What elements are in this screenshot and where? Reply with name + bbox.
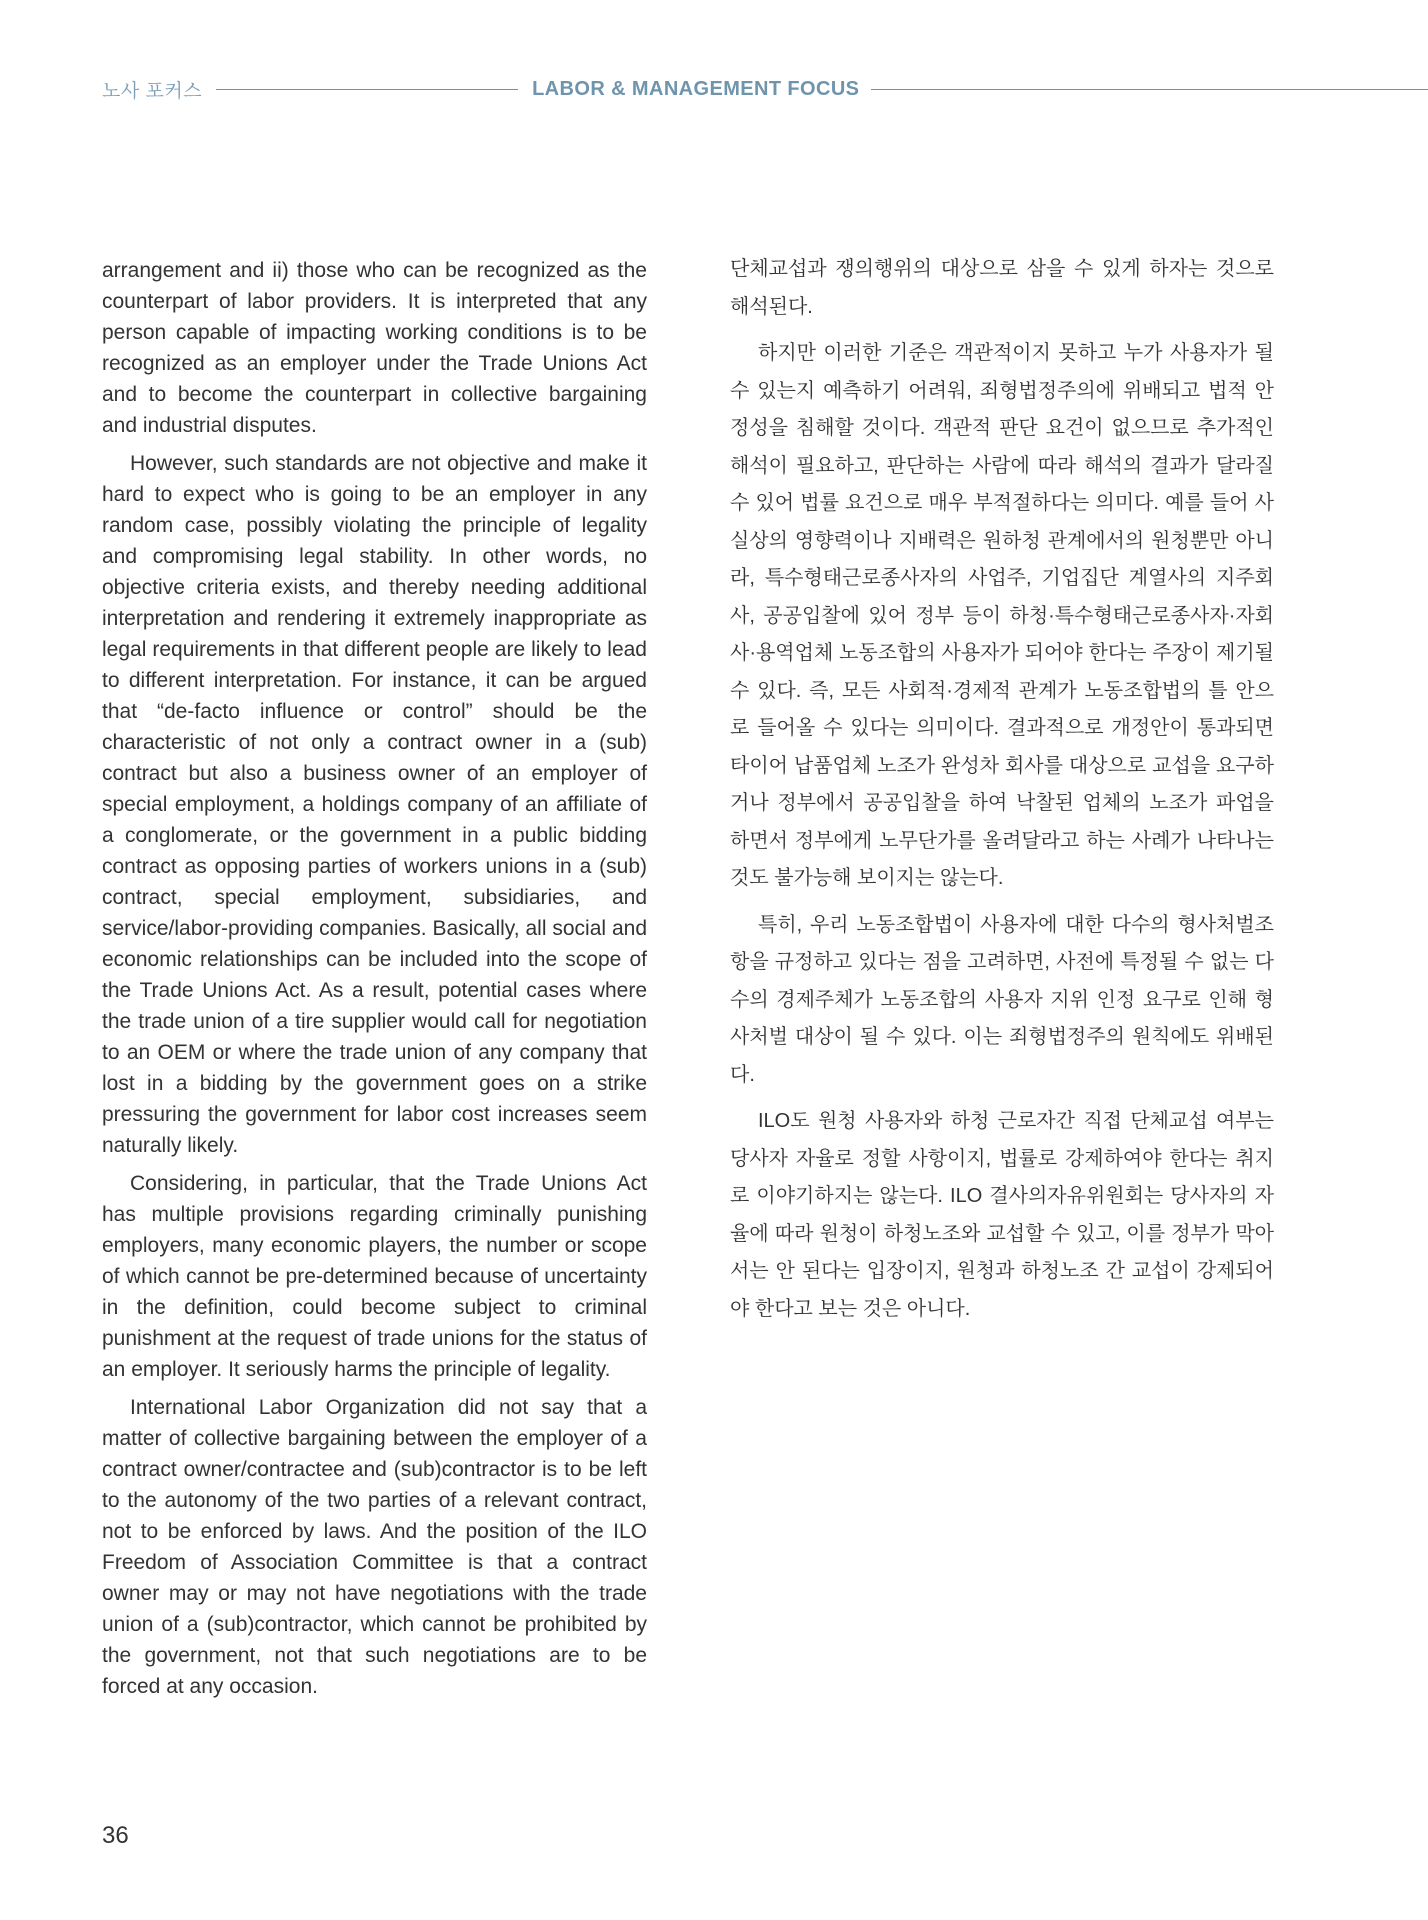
header-divider-left	[216, 89, 518, 90]
section-title-english: LABOR & MANAGEMENT FOCUS	[532, 77, 860, 100]
korean-paragraph-2: 하지만 이러한 기준은 객관적이지 못하고 누가 사용자가 될 수 있는지 예측하기 어려워, 죄형법정주의에 위배되고 법적 안정성을 침해할 것이다. 객관적 판단 요건이 없으므로 추가적인 해석이 필요하고, 판단하는 사람에 따라 해석의 결과가 달라질 수 있어 법률 요건으로 매우 부적절하다는 의미다. 예를 들어 사실상의 영향력이나 지배력은 원하청 관계에서의 원청뿐만 아니라, 특수형태근로종사자의 사업주, 기업집단 계열사의 지주회사, 공공입찰에 있어 정부 등이 하청·특수형태근로종사자·자회사·용역업체 노동조합의 사용자가 되어야 한다는 주장이 제기될 수 있다. 즉, 모든 사회적·경제적 관계가 노동조합법의 틀 안으로 들어올 수 있다는 의미이다. 결과적으로 개정안이 통과되면 타이어 납품업체 노조가 완성차 회사를 대상으로 교섭을 요구하거나 정부에서 공공입찰을 하여 낙찰된 업체의 노조가 파업을 하면서 정부에게 노무단가를 올려달라고 하는 사례가 나타나는 것도 불가능해 보이지는 않는다.	[730, 342, 1274, 889]
english-paragraph-4: International Labor Organization did not say that a matter of collective bargaining between the employer of a contract owner/contractee and (sub)contractor is to be left to the autonomy of the two parties of a relevant contract, not to be enforced by laws. And the position of the ILO Freedom of Association Committee is that a contract owner may or may not have negotiations with the trade union of a (sub)contractor, which cannot be prohibited by the government, not that such negotiations are to be forced at any occasion.	[102, 1396, 647, 1698]
korean-paragraph-4: ILO도 원청 사용자와 하청 근로자간 직접 단체교섭 여부는 당사자 자율로 정할 사항이지, 법률로 강제하여야 한다는 취지로 이야기하지는 않는다. ILO 결사의자유위원회는 당사자의 자율에 따라 원청이 하청노조와 교섭할 수 있고, 이를 정부가 막아서는 안 된다는 입장이지, 원청과 하청노조 간 교섭이 강제되어야 한다고 보는 것은 아니다.	[730, 1110, 1274, 1320]
korean-paragraph-3: 특히, 우리 노동조합법이 사용자에 대한 다수의 형사처벌조항을 규정하고 있다는 점을 고려하면, 사전에 특정될 수 없는 다수의 경제주체가 노동조합의 사용자 지위 인정 요구로 인해 형사처벌 대상이 될 수 있다. 이는 죄형법정주의 원칙에도 위배된다.	[730, 913, 1274, 1086]
header-divider-right	[871, 89, 1428, 90]
section-title-korean: 노사 포커스	[102, 80, 203, 102]
korean-paragraph-1: 단체교섭과 쟁의행위의 대상으로 삼을 수 있게 하자는 것으로 해석된다.	[730, 258, 1274, 318]
running-header	[102, 74, 1428, 104]
english-paragraph-1: arrangement and ii) those who can be recognized as the counterpart of labor providers. It is interpreted that any person capable of impacting working conditions is to be recognized as an employer under the Trade Unions Act and to become the counterpart in collective bargaining and industrial disputes.	[102, 259, 647, 437]
korean-text-column	[730, 251, 1274, 1337]
english-text-column	[102, 255, 647, 1709]
english-paragraph-2: However, such standards are not objective and make it hard to expect who is going to be an employer in any random case, possibly violating the principle of legality and compromising legal stability. In other words, no objective criteria exists, and thereby needing additional interpretation and rendering it extremely inappropriate as legal requirements in that different people are likely to lead to different interpretation. For instance, it can be argued that “de-facto influence or control” should be the characteristic of not only a contract owner in a (sub) contract but also a business owner of an employer of special employment, a holdings company of an affiliate of a conglomerate, or the government in a public bidding contract as opposing parties of workers unions in a (sub) contract, special employment, subsidiaries, and service/labor-providing companies. Basically, all social and economic relationships can be included into the scope of the Trade Unions Act. As a result, potential cases where the trade union of a tire supplier would call for negotiation to an OEM or where the trade union of any company that lost in a bidding by the government goes on a strike pressuring the government for labor cost increases seem naturally likely.	[102, 452, 647, 1157]
english-paragraph-3: Considering, in particular, that the Trade Unions Act has multiple provisions regarding criminally punishing employers, many economic players, the number or scope of which cannot be pre-determined because of uncertainty in the definition, could become subject to criminal punishment at the request of trade unions for the status of an employer. It seriously harms the principle of legality.	[102, 1172, 647, 1381]
page-number: 36	[102, 1822, 129, 1849]
